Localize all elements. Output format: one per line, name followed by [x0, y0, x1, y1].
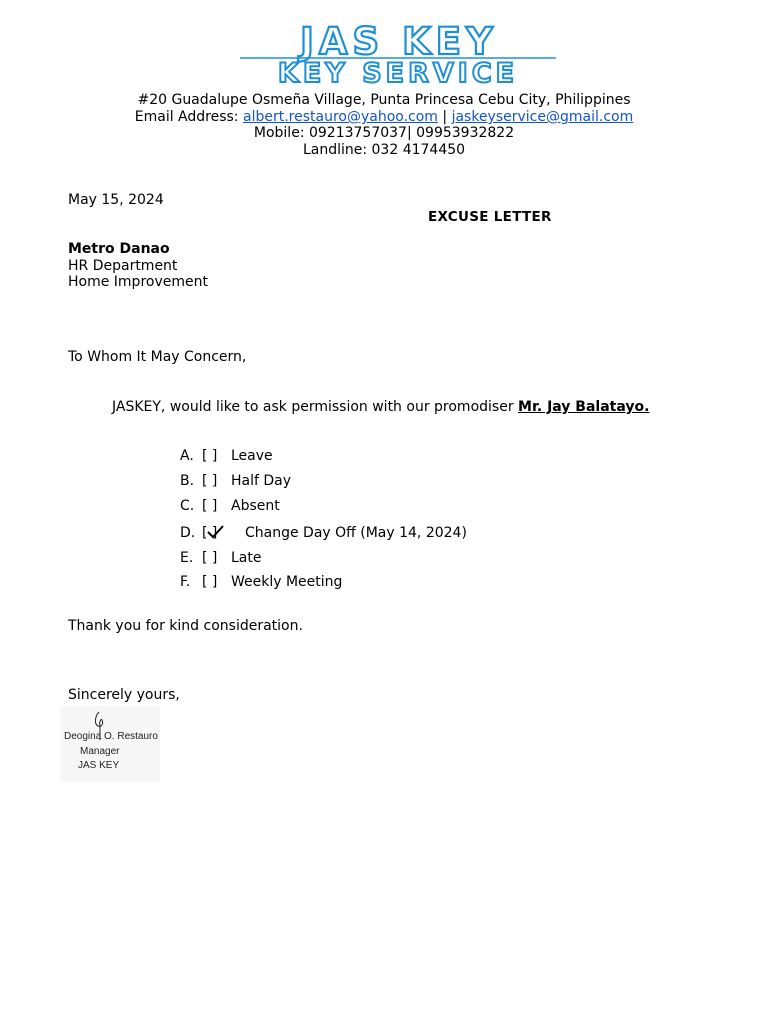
closing-line: Sincerely yours,	[68, 687, 180, 703]
option-item-e	[0, 550, 768, 570]
email-line	[0, 109, 768, 125]
landline-line: Landline: 032 4174450	[302, 142, 466, 158]
signatory-position: Manager	[80, 746, 120, 757]
company-logo	[0, 18, 768, 88]
option-checkbox: [ ]	[202, 448, 218, 464]
logo-line1: JAS KEY	[300, 20, 498, 63]
thanks-line: Thank you for kind consideration.	[68, 618, 303, 634]
option-checkbox: [ ]	[202, 574, 218, 590]
option-label: Leave	[231, 448, 273, 464]
email-link-gmail[interactable]: jaskeyservice@gmail.com	[451, 109, 634, 125]
recipient-name: Metro Danao	[68, 241, 170, 257]
option-item-c	[0, 498, 768, 518]
company-address: #20 Guadalupe Osmeña Village, Punta Princesa Cebu City, Philippines	[137, 92, 631, 108]
option-label: Change Day Off (May 14, 2024)	[245, 525, 467, 541]
option-label: Weekly Meeting	[231, 574, 343, 590]
option-letter: B.	[180, 473, 195, 489]
option-letter: C.	[180, 498, 195, 514]
recipient-company: Home Improvement	[68, 274, 208, 290]
option-checkbox: [ ]	[202, 550, 218, 566]
salutation: To Whom It May Concern,	[68, 349, 247, 365]
option-item-d	[0, 525, 768, 545]
option-item-f	[0, 574, 768, 594]
signature-block	[60, 706, 160, 782]
option-label: Absent	[231, 498, 280, 514]
body-text: JASKEY, would like to ask permission with our promodiser	[112, 399, 519, 415]
option-label: Late	[231, 550, 262, 566]
signatory-name: Deogina O. Restauro	[64, 731, 158, 742]
checkmark-icon	[207, 524, 225, 540]
promodiser-name: Mr. Jay Balatayo.	[518, 399, 650, 415]
email-separator: |	[437, 109, 452, 125]
logo-line2: KEY SERVICE	[277, 58, 519, 88]
option-item-b	[0, 473, 768, 493]
email-link-yahoo[interactable]: albert.restauro@yahoo.com	[242, 109, 438, 125]
option-label: Half Day	[231, 473, 292, 489]
mobile-line: Mobile: 09213757037| 09953932822	[253, 125, 515, 141]
email-label: Email Address:	[134, 109, 243, 125]
recipient-department: HR Department	[68, 258, 178, 274]
option-letter: E.	[180, 550, 194, 566]
signatory-company: JAS KEY	[78, 760, 120, 771]
option-letter: D.	[180, 525, 196, 541]
option-checkbox: [ ]	[202, 525, 218, 541]
option-checkbox: [ ]	[202, 473, 218, 489]
option-checkbox: [ ]	[202, 498, 218, 514]
letter-date: May 15, 2024	[68, 192, 164, 208]
body-paragraph	[112, 399, 649, 415]
option-letter: F.	[180, 574, 191, 590]
letter-title: EXCUSE LETTER	[428, 209, 552, 225]
option-letter: A.	[180, 448, 194, 464]
option-item-a	[0, 448, 768, 468]
